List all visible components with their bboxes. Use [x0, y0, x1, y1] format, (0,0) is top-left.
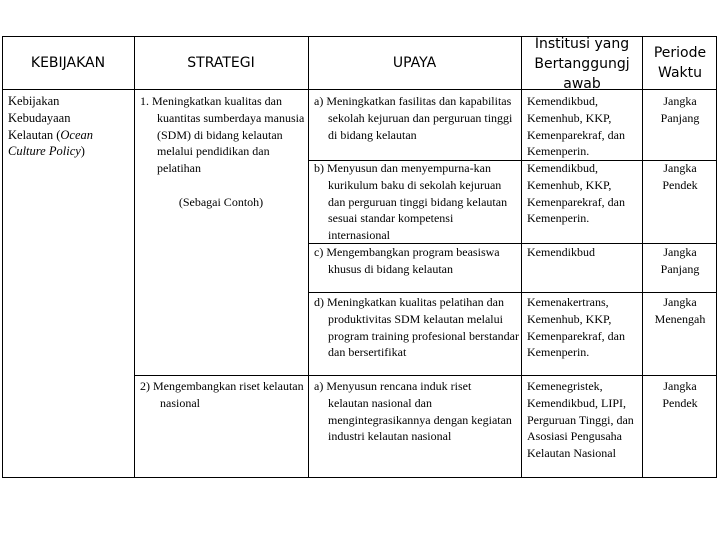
periode-b: Jangka Pendek: [662, 161, 698, 192]
institusi-d: Kemenakertrans, Kemenhub, KKP, Kemenparekraf, dan Kemenperin.: [527, 295, 625, 360]
header-strategi: STRATEGI: [187, 55, 255, 71]
kebijakan-line-4: [8, 143, 132, 160]
kebijakan-line-3: [8, 127, 132, 144]
institusi-b: Kemendikbud, Kemenhub, KKP, Kemenparekraf, dan Kemenperin.: [527, 161, 625, 226]
upaya-item-e: a) Menyusun rencana induk riset kelautan nasional dan mengintegrasikannya dengan kegiatan industri kelautan nasional: [314, 379, 512, 444]
kebijakan-line-3-prefix: Kelautan (: [8, 127, 61, 142]
upaya-item-a: a) Meningkatkan fasilitas dan kapabilitas sekolah kejuruan dan perguruan tinggi di bidang kelautan: [314, 94, 513, 142]
header-institusi: Institusi yang Bertanggungj awab: [534, 36, 630, 92]
kebijakan-line-1: Kebijakan: [8, 94, 60, 108]
kebijakan-line-4-italic: Culture Policy: [8, 144, 81, 159]
strategi-note: (Sebagai Contoh): [178, 195, 264, 209]
institusi-c: Kemendikbud: [527, 245, 595, 259]
institusi-a: Kemendikbud, Kemenhub, KKP, Kemenparekraf, dan Kemenperin.: [527, 94, 625, 159]
periode-d: Jangka Menengah: [654, 295, 706, 326]
kebijakan-line-2: Kebudayaan: [8, 110, 71, 125]
upaya-item-d: d) Meningkatkan kualitas pelatihan dan produktivitas SDM kelautan melalui program training profesional berstandar dan bersertifikat: [314, 295, 519, 360]
header-kebijakan: KEBIJAKAN: [30, 55, 106, 71]
kebijakan-cell: [8, 93, 132, 160]
upaya-item-b: b) Menyusun dan menyempurna-kan kurikulum baku di sekolah kejuruan dan perguruan tinggi bidang kelautan sesuai standar kompetensi internasional: [314, 161, 508, 243]
periode-c: Jangka Panjang: [660, 245, 700, 276]
strategi-item-1: 1. Meningkatkan kualitas dan kuantitas sumberdaya manusia (SDM) di bidang kelautan melalui pendidikan dan pelatihan: [140, 94, 305, 176]
periode-a: Jangka Panjang: [660, 94, 700, 125]
institusi-e: Kemenegristek, Kemendikbud, LIPI, Perguruan Tinggi, dan Asosiasi Pengusaha Kelautan Nasional: [527, 379, 634, 461]
periode-e: Jangka Pendek: [662, 379, 698, 410]
header-upaya: UPAYA: [392, 55, 437, 71]
upaya-item-c: c) Mengembangkan program beasiswa khusus di bidang kelautan: [314, 245, 500, 276]
kebijakan-line-4-suffix: ): [80, 144, 85, 159]
kebijakan-line-3-italic: Ocean: [60, 127, 94, 142]
strategi-item-2: 2) Mengembangkan riset kelautan nasional: [140, 379, 304, 410]
header-periode: Periode Waktu: [653, 45, 707, 81]
